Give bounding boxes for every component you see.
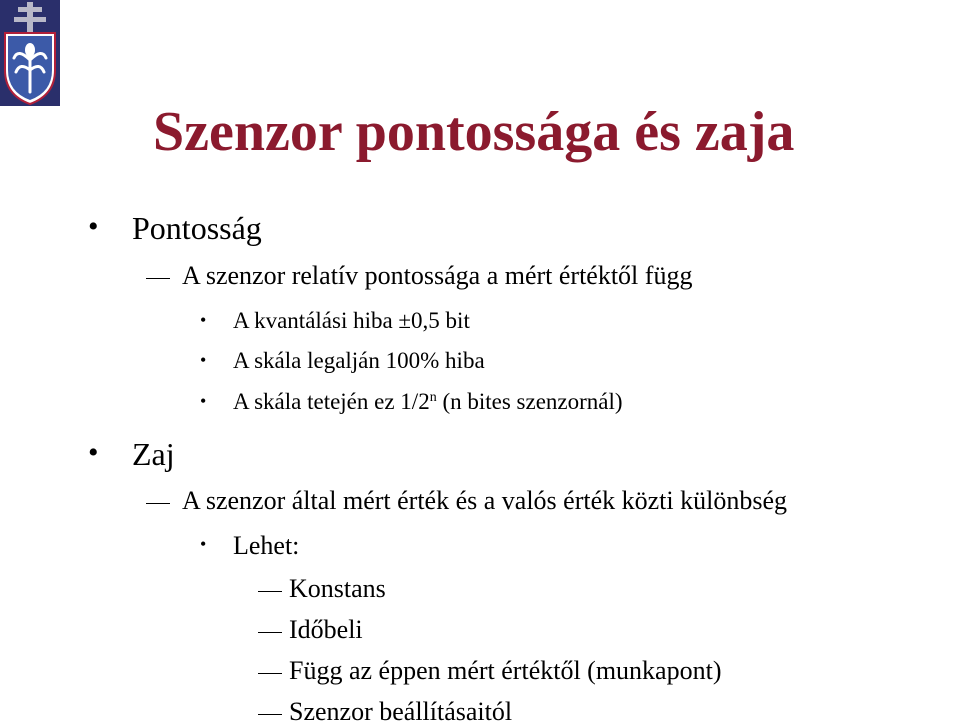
dash-icon — [258, 714, 282, 715]
dash-icon — [258, 632, 282, 633]
bullet-dot-icon: • — [200, 534, 207, 554]
bullet-scale-bottom: • A skála legalján 100% hiba — [200, 348, 485, 373]
coat-of-arms-icon — [0, 0, 60, 106]
dash-icon — [258, 591, 282, 592]
bullet-noise-definition: A szenzor által mért érték és a valós érték közti különbség — [146, 488, 787, 514]
bullet-dot-icon: • — [88, 210, 99, 243]
bullet-munkapont: Függ az éppen mért értéktől (munkapont) — [258, 658, 721, 684]
bullet-quantization-error: • A kvantálási hiba ±0,5 bit — [200, 308, 470, 333]
bullet-dot-icon: • — [200, 391, 207, 411]
bullet-dot-icon: • — [200, 350, 207, 370]
dash-icon — [146, 278, 170, 279]
bullet-pontossag: • Pontosság — [88, 210, 262, 246]
bullet-relative-accuracy: A szenzor relatív pontossága a mért értéktől függ — [146, 263, 692, 289]
bullet-konstans: Konstans — [258, 576, 386, 602]
bullet-scale-top: • A skála tetején ez 1/2$^n$ (n bites szenzornál) — [200, 389, 623, 414]
bullet-idobeli: Időbeli — [258, 617, 363, 643]
bullet-beallitasok: Szenzor beállításaitól — [258, 699, 512, 725]
dash-icon — [258, 673, 282, 674]
bullet-zaj: • Zaj — [88, 436, 175, 472]
bullet-dot-icon: • — [200, 310, 207, 330]
bullet-dot-icon: • — [88, 436, 99, 469]
bullet-lehet: • Lehet: — [200, 531, 300, 560]
slide-title: Szenzor pontossága és zaja — [153, 101, 795, 163]
dash-icon — [146, 503, 170, 504]
